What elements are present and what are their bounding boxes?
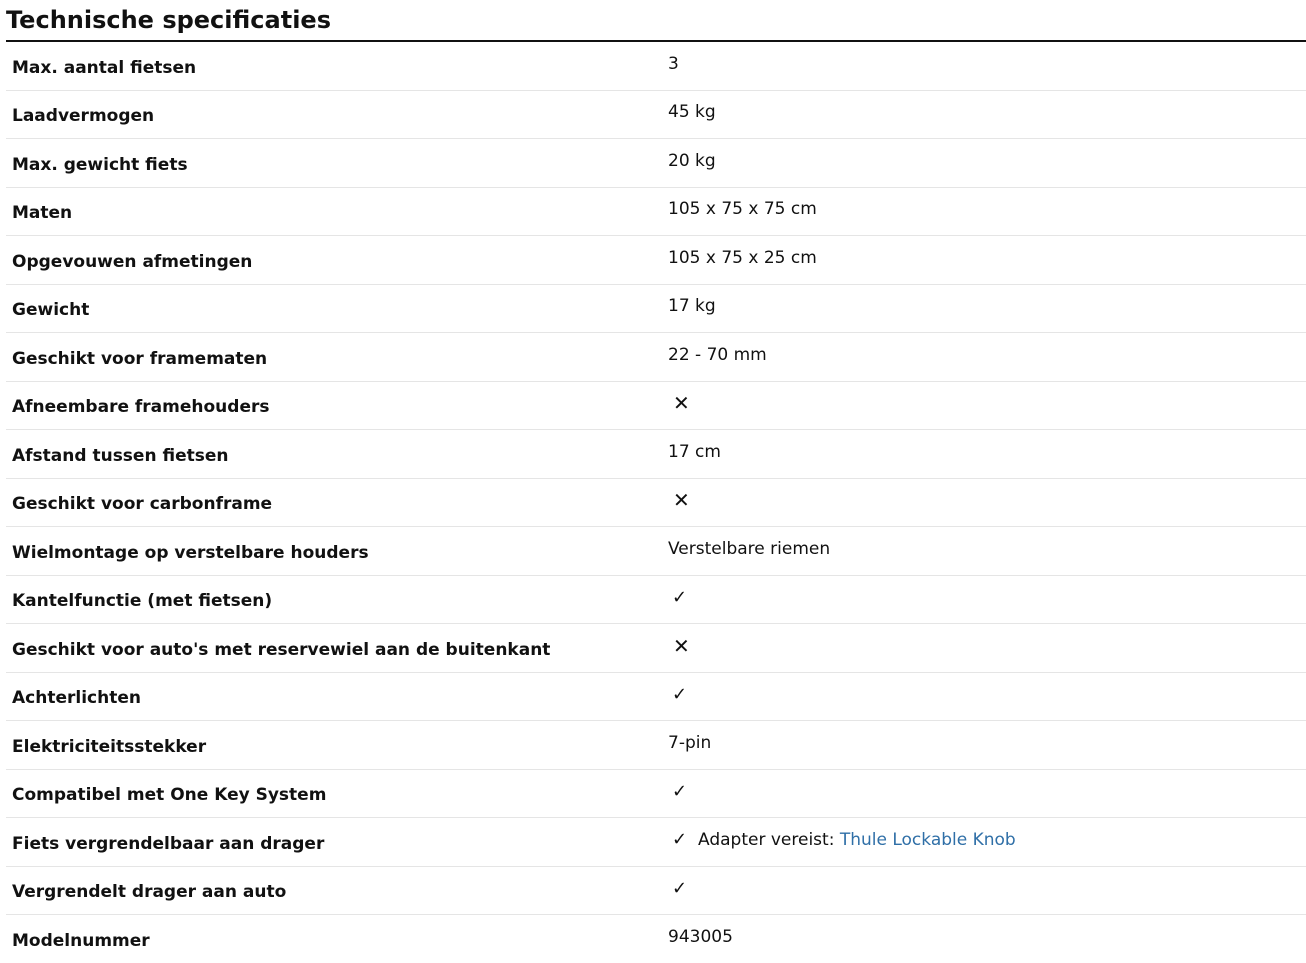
- spec-label: Achterlichten: [6, 672, 668, 721]
- spec-label: Maten: [6, 187, 668, 236]
- spec-value: [668, 90, 1306, 139]
- spec-value: [668, 430, 1306, 479]
- spec-value-text: 17 kg: [668, 296, 716, 317]
- spec-label: Vergrendelt drager aan auto: [6, 866, 668, 915]
- spec-row: [6, 866, 1306, 915]
- check-icon: ✓: [672, 877, 688, 899]
- check-icon: ✓: [672, 683, 688, 705]
- spec-label: Compatibel met One Key System: [6, 769, 668, 818]
- spec-value: [668, 527, 1306, 576]
- spec-value: [668, 769, 1306, 818]
- spec-value-text: 45 kg: [668, 102, 716, 123]
- spec-row: [6, 769, 1306, 818]
- spec-label: Elektriciteitsstekker: [6, 721, 668, 770]
- spec-value: [668, 42, 1306, 90]
- spec-label: Max. aantal fietsen: [6, 42, 668, 90]
- spec-value-text: 943005: [668, 926, 733, 947]
- spec-label: Fiets vergrendelbaar aan drager: [6, 818, 668, 867]
- spec-label: Afneembare framehouders: [6, 381, 668, 430]
- spec-value: [668, 187, 1306, 236]
- spec-value: [668, 381, 1306, 430]
- spec-value: [668, 333, 1306, 382]
- spec-value: [668, 672, 1306, 721]
- spec-value: [668, 575, 1306, 624]
- spec-value-text: 105 x 75 x 75 cm: [668, 199, 817, 220]
- check-icon: ✓: [672, 780, 688, 802]
- cross-icon: ✕: [673, 488, 690, 513]
- cross-icon: ✕: [673, 633, 690, 658]
- spec-label: Gewicht: [6, 284, 668, 333]
- spec-value-text: Verstelbare riemen: [668, 538, 831, 559]
- spec-row: [6, 575, 1306, 624]
- spec-row: [6, 527, 1306, 576]
- spec-label: Geschikt voor framematen: [6, 333, 668, 382]
- spec-label: Laadvermogen: [6, 90, 668, 139]
- spec-label: Afstand tussen fietsen: [6, 430, 668, 479]
- check-icon: ✓: [672, 586, 688, 608]
- spec-row: [6, 42, 1306, 90]
- spec-row: [6, 284, 1306, 333]
- spec-row: [6, 672, 1306, 721]
- spec-row: [6, 915, 1306, 963]
- spec-value: [668, 866, 1306, 915]
- spec-label: Wielmontage op verstelbare houders: [6, 527, 668, 576]
- spec-value-text: 7-pin: [668, 732, 712, 753]
- spec-row: [6, 430, 1306, 479]
- spec-row: [6, 624, 1306, 673]
- spec-label: Max. gewicht fiets: [6, 139, 668, 188]
- specs-table: [6, 42, 1306, 963]
- spec-row: [6, 818, 1306, 867]
- spec-label: Geschikt voor auto's met reservewiel aan de buitenkant: [6, 624, 668, 673]
- spec-value: [668, 721, 1306, 770]
- spec-row: [6, 187, 1306, 236]
- spec-row: [6, 721, 1306, 770]
- spec-value-text: 17 cm: [668, 441, 721, 462]
- spec-row: [6, 139, 1306, 188]
- adapter-link[interactable]: Thule Lockable Knob: [839, 830, 1016, 851]
- spec-label: Geschikt voor carbonframe: [6, 478, 668, 527]
- spec-value-text: 105 x 75 x 25 cm: [668, 247, 817, 268]
- section-title: Technische specificaties: [6, 0, 1306, 42]
- spec-value-text: 20 kg: [668, 150, 716, 171]
- spec-value: [668, 139, 1306, 188]
- spec-value-text: 3: [668, 53, 679, 74]
- spec-value-text: 22 - 70 mm: [668, 344, 767, 365]
- spec-row: [6, 381, 1306, 430]
- spec-value: [668, 236, 1306, 285]
- spec-value: [668, 284, 1306, 333]
- spec-row: [6, 236, 1306, 285]
- spec-value: [668, 478, 1306, 527]
- spec-row: [6, 333, 1306, 382]
- spec-row: [6, 90, 1306, 139]
- spec-value: [668, 915, 1306, 963]
- cross-icon: ✕: [673, 391, 690, 416]
- spec-note: Adapter vereist:: [698, 830, 840, 851]
- spec-value: [668, 818, 1306, 867]
- spec-label: Kantelfunctie (met fietsen): [6, 575, 668, 624]
- spec-label: Opgevouwen afmetingen: [6, 236, 668, 285]
- spec-label: Modelnummer: [12, 930, 150, 951]
- check-icon: ✓: [672, 829, 688, 851]
- spec-row: [6, 478, 1306, 527]
- specs-table-body: [6, 42, 1306, 963]
- spec-value: [668, 624, 1306, 673]
